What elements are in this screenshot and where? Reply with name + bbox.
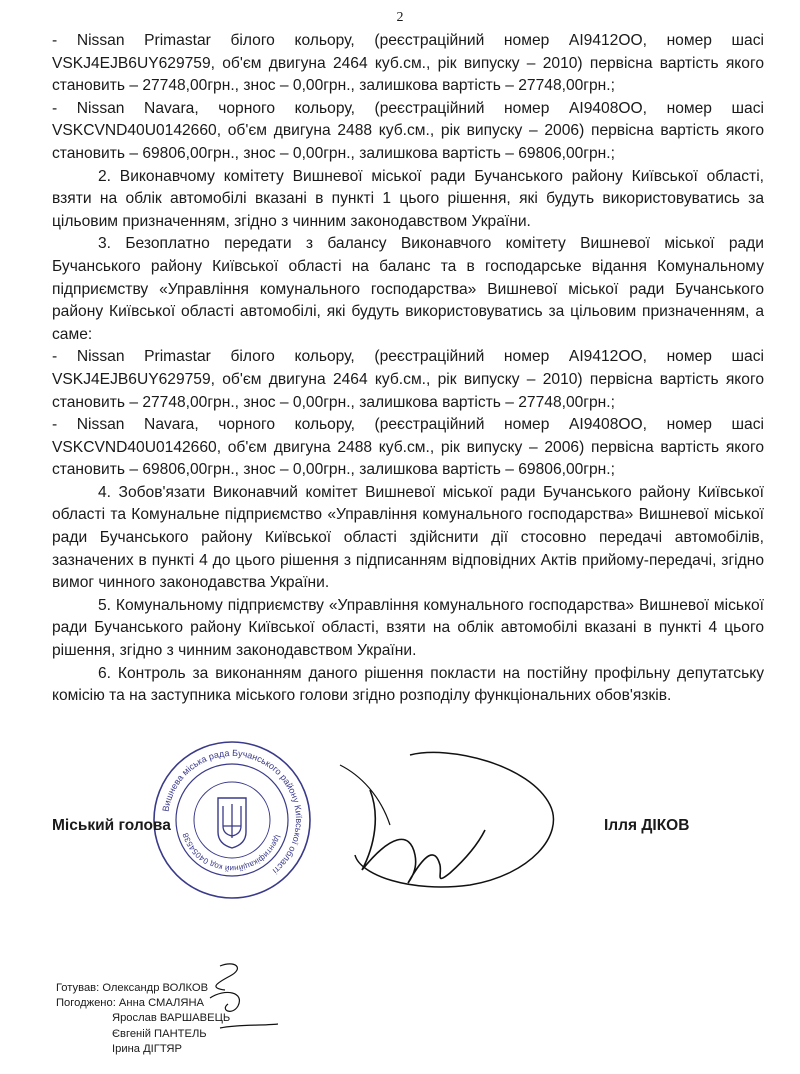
agreed-3: Євгеній ПАНТЕЛЬ [112, 1027, 207, 1040]
list-item-nissan-primastar: - Nissan Primastar білого кольору, (реєстраційний номер АІ9412ОО, номер шасі VSKJ4EJB6UY629759, об'єм двигуна 2464 куб.см., рік випуску – 2010) первісна вартість якого становить – 27748,00грн., знос – 0,00грн., залишкова вартість – 27748,00грн.; [52, 32, 764, 95]
list-item-nissan-navara-2: - Nissan Navara, чорного кольору, (реєстраційний номер АІ9408ОО, номер шасі VSKCVND40U0142660, об'єм двигуна 2488 куб.см., рік випуску – 2006) первісна вартість якого становить – 69806,00грн., знос – 0,00грн., залишкова вартість – 69806,00грн.; [52, 416, 764, 479]
official-stamp [150, 738, 314, 902]
list-item-nissan-navara: - Nissan Navara, чорного кольору, (реєстраційний номер АІ9408ОО, номер шасі VSKCVND40U0142660, об'єм двигуна 2488 куб.см., рік випуску – 2006) первісна вартість якого становить – 69806,00грн., знос – 0,00грн., залишкова вартість – 69806,00грн.; [52, 99, 764, 162]
list-item-nissan-primastar-2: - Nissan Primastar білого кольору, (реєстраційний номер АІ9412ОО, номер шасі VSKJ4EJB6UY629759, об'єм двигуна 2464 куб.см., рік випуску – 2010) первісна вартість якого становить – 27748,00грн., знос – 0,00грн., залишкова вартість – 27748,00грн.; [52, 348, 764, 411]
mayor-name: Ілля ДІКОВ [604, 817, 690, 834]
stamp-inner-text: Ідентифікаційний код 04054538 [181, 831, 283, 874]
mayor-title: Міський голова [52, 817, 171, 834]
mayor-signature [300, 735, 600, 905]
agreed-4: Ірина ДІГТЯР [112, 1042, 182, 1055]
stamp-outer-text: Вишнева міська рада Бучанського району Київської області [160, 747, 305, 877]
paragraph-3: 3. Безоплатно передати з балансу Виконавчого комітету Вишневої міської ради Бучанського району Київської області на баланс та в господарське відання Комунальному підприємству «Управління комунального господарства» Вишневої міської ради Бучанського району Київської області автомобілі, які будуть використовуватись за цільовим призначенням, а саме: [52, 235, 764, 343]
paragraph-5: 5. Комунальному підприємству «Управління комунального господарства» Вишневої міської ради Бучанського району Київської області, взяти на облік автомобілі вказані в пункті 4 цього рішення, згідно з чинним законодавством України. [52, 596, 764, 660]
paragraph-4: 4. Зобов'язати Виконавчий комітет Вишневої міської ради Бучанського району Київської області та Комунальне підприємство «Управління комунального господарства» Вишневої міської ради Бучанського району Київської області здійснити дії стосовно передачі автомобілів, зазначених в пункті 4 до цього рішення з підписанням відповідних Актів прийому-передачі, згідно вимог чинного законодавства України. [52, 483, 764, 592]
prepared-by: Готував: Олександр ВОЛКОВ [56, 982, 209, 994]
page-number: 2 [396, 10, 404, 25]
paragraph-6: 6. Контроль за виконанням даного рішення покласти на постійну профільну депутатську комісію та на заступника міського голови згідно розподілу функціональних обов'язків. [52, 664, 764, 705]
paragraph-2: 2. Виконавчому комітету Вишневої міської ради Бучанського району Київської області, взяти на облік автомобілі вказані в пункті 1 цього рішення, які будуть використовуватись за цільовим призначенням, згідно з чинним законодавством України. [52, 167, 764, 230]
document-body [52, 30, 764, 708]
prepared-block [56, 981, 230, 1057]
agreed-1: Погоджено: Анна СМАЛЯНА [56, 997, 205, 1010]
agreed-2: Ярослав ВАРШАВЕЦЬ [112, 1012, 231, 1025]
trident-icon [218, 798, 246, 848]
